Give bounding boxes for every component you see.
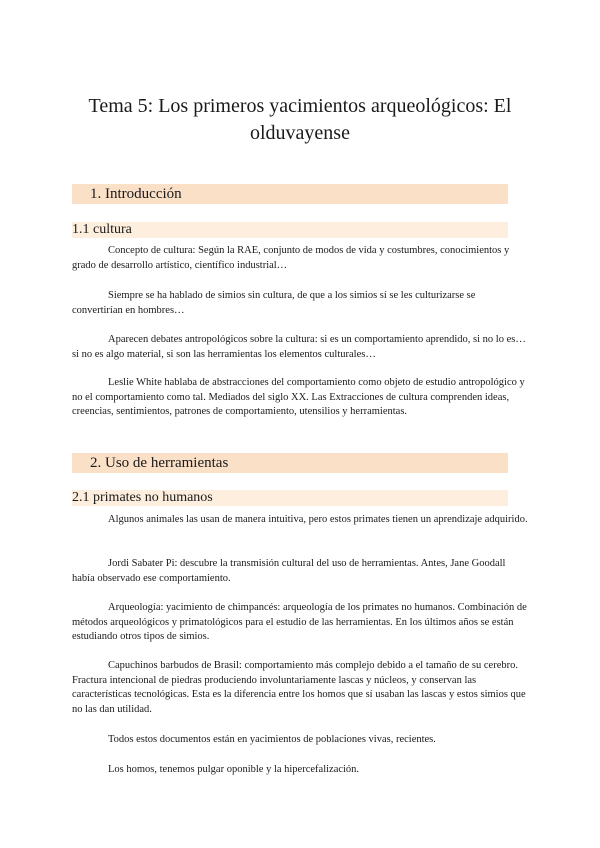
subsection-heading-primates-no-humanos: 2.1 primates no humanos: [72, 490, 508, 506]
paragraph: Todos estos documentos están en yacimientos de poblaciones vivas, recientes.: [108, 734, 436, 745]
page-title-line-1: Tema 5: Los primeros yacimientos arqueológicos: El: [88, 95, 512, 117]
paragraph: Jordi Sabater Pi: descubre la transmisión cultural del uso de herramientas. Antes, Jane Goodall había observado ese comportamiento.: [72, 558, 506, 584]
section-heading-introduccion: 1. Introducción: [72, 184, 508, 204]
paragraph: Algunos animales las usan de manera intuitiva, pero estos primates tienen un aprendizaje adquirido.: [108, 514, 528, 525]
paragraph: Capuchinos barbudos de Brasil: comportamiento más complejo debido a el tamaño de su cerebro. Fractura intencional de piedras produciendo involuntariamente lascas y núcleos, y conservan las características tecnológicas. Esta es la diferencia entre los homos que sí usaban las lascas y estos simios que no las dan utilidad.: [72, 660, 526, 715]
paragraph: Leslie White hablaba de abstracciones del comportamiento como objeto de estudio antropológico y no el comportamiento como tal. Mediados del siglo XX. Las Extracciones de cultura comprenden ideas, creencias, sentimientos, patrones de comportamiento, utensilios y herramientas.: [72, 377, 525, 417]
section-heading-uso-de-herramientas: 2. Uso de herramientas: [72, 453, 508, 473]
page-title: [72, 93, 528, 147]
paragraph: Arqueología: yacimiento de chimpancés: arqueología de los primates no humanos. Combinación de métodos arqueológicos y primatológicos para el estudio de las herramientas. En los últimos años se están estudiando otros tipos de simios.: [72, 602, 527, 642]
paragraph: Siempre se ha hablado de simios sin cultura, de que a los simios sí se les culturizarse se convertirían en hombres…: [72, 290, 476, 316]
subsection-heading-cultura: 1.1 cultura: [72, 222, 508, 238]
paragraph: Concepto de cultura: Según la RAE, conjunto de modos de vida y costumbres, conocimientos y grado de desarrollo artístico, científico industrial…: [72, 245, 510, 271]
paragraph: Aparecen debates antropológicos sobre la cultura: si es un comportamiento aprendido, si no lo es… si no es algo material, si son las herramientas los elementos culturales…: [72, 334, 526, 360]
page-title-line-2: olduvayense: [250, 122, 350, 144]
paragraph: Los homos, tenemos pulgar oponible y la hipercefalización.: [108, 764, 360, 775]
